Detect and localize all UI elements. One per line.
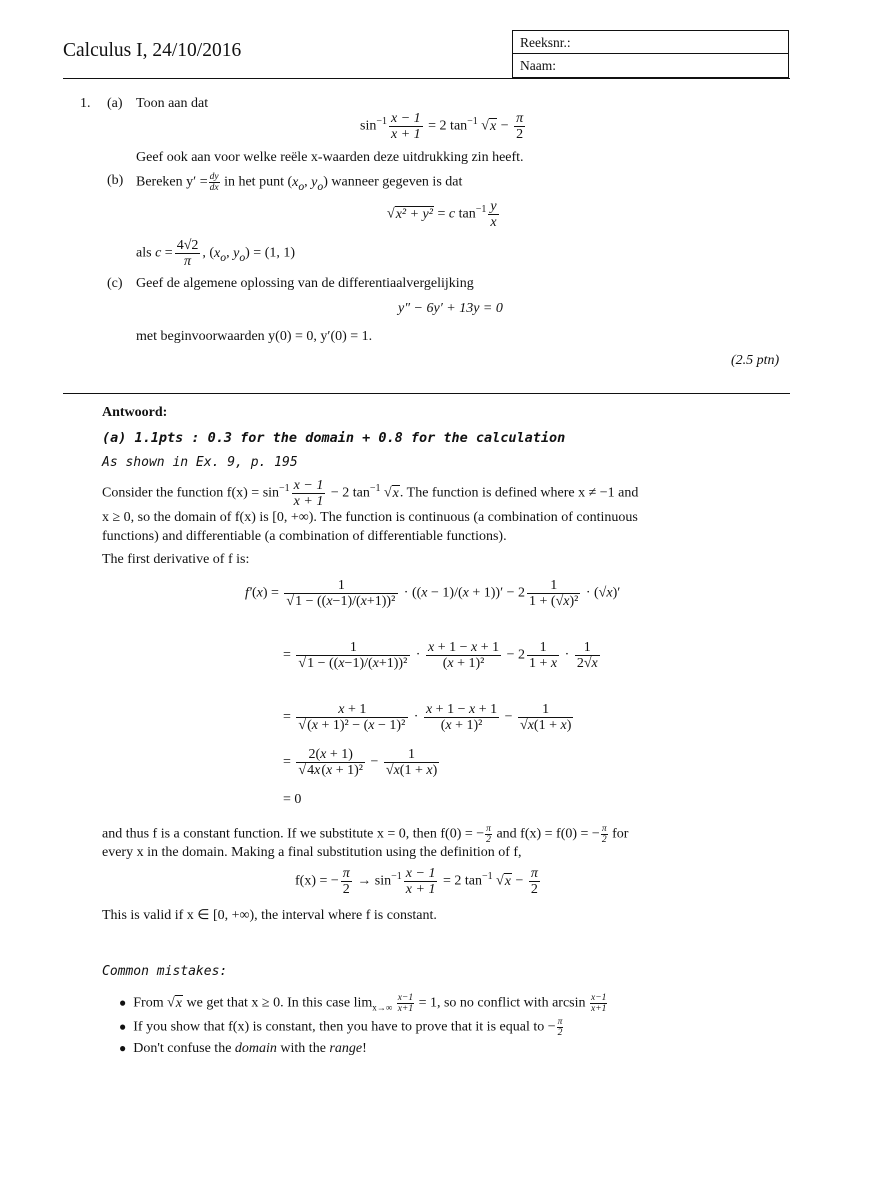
part-a-grading: (a) 1.1pts : 0.3 for the domain + 0.8 for the calculation <box>102 430 566 446</box>
answer-heading: Antwoord: <box>102 405 168 420</box>
part-b-condition: als c = $\frac{4√2}{\pi}$ , ($x_o$, $y_o) = (1$, 1) <box>136 238 296 269</box>
part-a-label: (a) <box>107 96 123 111</box>
answer-paragraph-2: The first derivative of f is: <box>102 552 250 567</box>
equation-b: √x² + y² = c $\tan^{-1}$ $\frac{y}{x}$ <box>387 199 497 230</box>
answer-paragraph-1-line2: x ≥ 0, so the domain of f(x) is [0, +∞). The function is continuous (a combination of continuous <box>102 510 638 525</box>
points-label: (2.5 ptn) <box>731 353 780 368</box>
equation-c: y″ − 6y′ + 13y = 0 <box>398 301 503 316</box>
mistake-item-3: ● Don't confuse the domain with the range! <box>119 1041 367 1056</box>
part-c-label: (c) <box>107 276 123 291</box>
derivative-line-2: = $\frac{1}{\text{√1 − ((x−1)/(x+1))²}}$ · $\frac{x + 1 - x + 1}{\text{(x + 1)²}}$ − 2 $\frac{1}{1 + x}$ · $\frac{1}{2√x}$ <box>283 640 598 671</box>
answer-paragraph-3: and thus f is a constant function. If we substitute x = 0, then f(0) = − $\frac{\pi}{2}$ and f(x) = f(0) = − $\frac{\pi}{2}$ for <box>102 824 629 845</box>
reeksnr-field[interactable]: Reeksnr.: <box>520 35 571 50</box>
mistake-item-2: ● If you show that f(x) is constant, then you have to prove that it is equal to − $\frac{\pi}{2}$ <box>119 1017 563 1038</box>
answer-paragraph-4: This is valid if x ∈ [0, +∞), the interval where f is constant. <box>102 908 437 923</box>
question-number: 1. <box>80 96 91 111</box>
derivative-line-1: f′(x) = $\frac{1}{\text{√1 − ((x−1)/(x+1))²}}$ · ((x − 1)/(x + 1))′ − 2 $\frac{1}{\text{1 + (√x)²}}$ · (√x)′ <box>245 578 621 609</box>
part-c-text: Geef de algemene oplossing van de differentiaalvergelijking <box>136 276 474 291</box>
part-c-followup: met beginvoorwaarden y(0) = 0, y′(0) = 1. <box>136 329 373 344</box>
part-b-text: Bereken y′ = $\frac{dy}{dx}$ in het punt ($x_o$, $y_o$) wanneer gegeven is dat <box>136 172 463 193</box>
reference: As shown in Ex. 9, p. 195 <box>102 455 298 470</box>
name-box <box>512 30 789 78</box>
derivative-line-3: = $\frac{x + 1}{\text{√(x + 1)² − (x − 1)²}}$ · $\frac{x + 1 - x + 1}{\text{(x + 1)²}}$ − $\frac{1}{√x(1 + x)}$ <box>283 702 572 733</box>
part-a-text: Toon aan dat <box>136 96 209 111</box>
mistake-item-1: ● From √x we get that x ≥ 0. In this case $\lim_{x\to\infty}$ $\frac{x-1}{x+1}$ = 1, so no conflict with arcsin $\frac{x-1}{x+1}$ <box>119 993 607 1014</box>
derivative-line-4: = $\frac{2(x + 1)}{\text{√4x(x + 1)²}}$ − $\frac{1}{√x(1 + x)}$ <box>283 747 438 778</box>
section-rule <box>63 393 790 394</box>
answer-paragraph-1: Consider the function $f(x) = \sin^{-1}$ $\frac{x - 1}{x + 1}$ − 2 $\tan^{-1} √x$. The function is defined where x ≠ −1 and <box>102 478 639 509</box>
derivative-result: = 0 <box>283 792 302 807</box>
answer-paragraph-1-line3: functions) and differentiable (a combination of differentiable functions). <box>102 529 507 544</box>
part-b-label: (b) <box>107 173 124 188</box>
equation-a: $\sin^{-1}$ $\frac{x - 1}{x + 1}$ = 2 $\tan^{-1} √x$ − $\frac{\pi}{2}$ <box>360 111 524 142</box>
answer-paragraph-3-line2: every x in the domain. Making a final substitution using the definition of f, <box>102 845 522 860</box>
final-equation: f(x) = − $\frac{\pi}{2}$ → $\sin^{-1}$ $\frac{x - 1}{x + 1}$ = 2 $\tan^{-1} √x$ − $\frac{\pi}{2}$ <box>295 866 538 897</box>
document-title: Calculus I, 24/10/2016 <box>63 40 242 61</box>
header-rule <box>63 78 790 79</box>
naam-field[interactable]: Naam: <box>513 53 788 76</box>
mistakes-heading: Common mistakes: <box>102 964 228 979</box>
part-a-followup: Geef ook aan voor welke reële x-waarden deze uitdrukking zin heeft. <box>136 150 524 165</box>
